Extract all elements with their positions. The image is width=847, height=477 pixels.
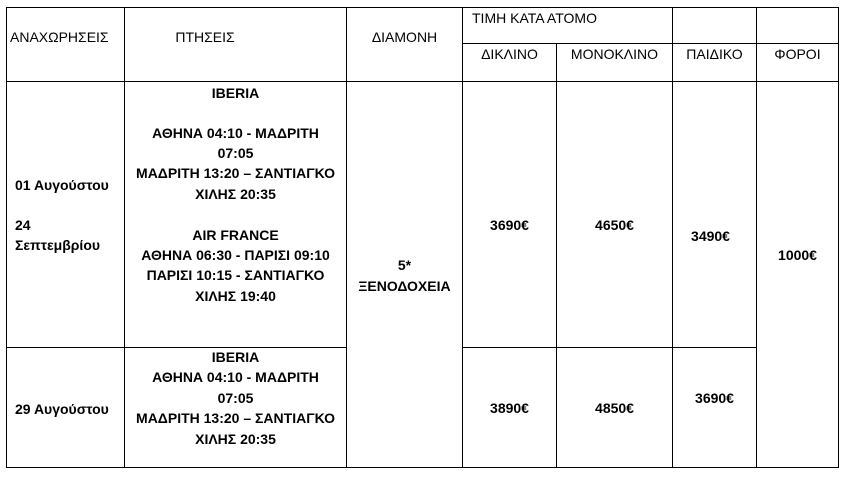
row-divider-right — [462, 347, 756, 348]
col-line-2 — [346, 7, 347, 468]
row2-airline: IBERIA — [211, 349, 260, 365]
table-border-bottom — [6, 467, 838, 468]
col-line-6 — [756, 7, 757, 468]
row2-flight-line: 07:05 — [217, 390, 254, 406]
row1-flight-line: ΧΙΛΗΣ 20:35 — [195, 186, 276, 202]
header-price-per-person: ΤΙΜΗ ΚΑΤΑ ΑΤΟΜΟ — [472, 10, 597, 26]
row1-price-double: 3690€ — [490, 217, 529, 233]
row1-date-start: 01 Αυγούστου — [15, 177, 109, 193]
accommodation-stars: 5* — [397, 257, 412, 273]
row1-price-child: 3490€ — [691, 228, 730, 244]
table-border-left — [6, 7, 7, 468]
row1-date-end-day: 24 — [15, 217, 31, 233]
table-border-top — [6, 7, 838, 8]
row1-airline-2: AIR FRANCE — [192, 227, 279, 243]
row2-flight-line: ΜΑΔΡΙΤΗ 13:20 – ΣΑΝΤΙΑΓΚΟ — [136, 410, 335, 426]
row2-price-double: 3890€ — [490, 400, 529, 416]
header-child: ΠΑΙΔΙΚΟ — [686, 46, 743, 62]
row1-price-single: 4650€ — [595, 217, 634, 233]
header-single: ΜΟΝΟΚΛΙΝΟ — [570, 46, 659, 62]
row2-date: 29 Αυγούστου — [15, 401, 109, 417]
header-flights: ΠΤΗΣΕΙΣ — [175, 29, 235, 45]
header-bottom-line — [6, 81, 838, 82]
table-border-right — [838, 7, 839, 468]
row2-price-single: 4850€ — [595, 400, 634, 416]
accommodation-hotels: ΞΕΝΟΔΟΧΕΙΑ — [358, 278, 451, 294]
row1-flight-line: ΑΘΗΝΑ 06:30 - ΠΑΡΙΣΙ 09:10 — [141, 247, 330, 263]
taxes-value: 1000€ — [778, 247, 817, 263]
header-accommodation: ΔΙΑΜΟΝΗ — [371, 29, 438, 45]
row1-flight-line: ΜΑΔΡΙΤΗ 13:20 – ΣΑΝΤΙΑΓΚΟ — [136, 165, 335, 181]
row1-date-end-month: Σεπτεμβρίου — [15, 237, 101, 253]
header-taxes: ΦΟΡΟΙ — [774, 46, 821, 62]
header-double: ΔΙΚΛΙΝΟ — [481, 46, 538, 62]
header-departures: ΑΝΑΧΩΡΗΣΕΙΣ — [10, 29, 109, 45]
row1-flight-line: 07:05 — [217, 145, 254, 161]
row1-flight-line: ΧΙΛΗΣ 19:40 — [195, 288, 276, 304]
row1-flight-line: ΠΑΡΙΣΙ 10:15 - ΣΑΝΤΙΑΓΚΟ — [146, 267, 325, 283]
row2-flight-line: ΑΘΗΝΑ 04:10 - ΜΑΔΡΙΤΗ — [152, 369, 319, 385]
row2-price-child: 3690€ — [695, 390, 734, 406]
row1-airline-1: IBERIA — [211, 85, 260, 101]
row1-flight-line: ΑΘΗΝΑ 04:10 - ΜΑΔΡΙΤΗ — [152, 125, 319, 141]
row2-flight-line: ΧΙΛΗΣ 20:35 — [195, 431, 276, 447]
